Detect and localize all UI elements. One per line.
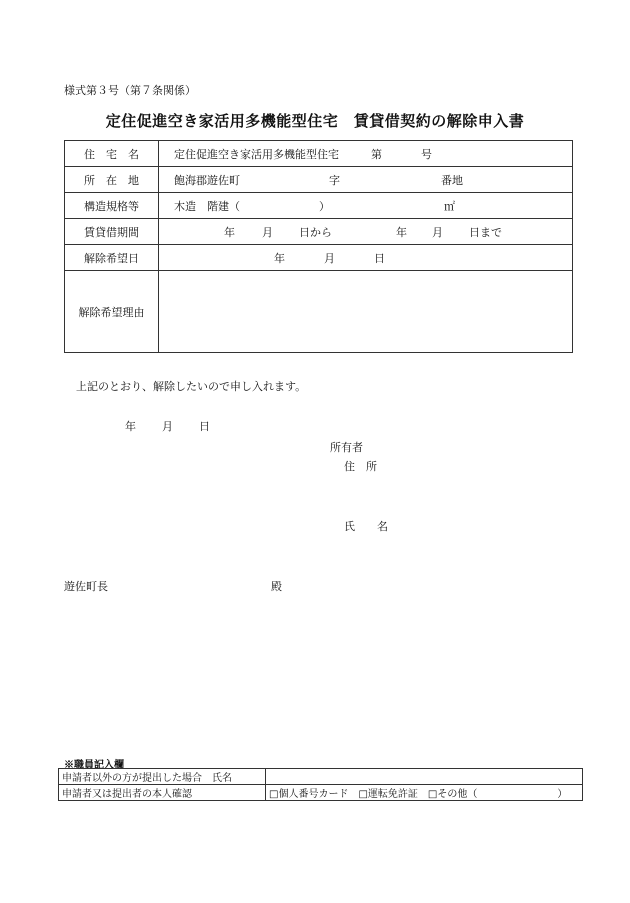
table-row [65,141,573,167]
table-row [65,219,573,245]
cancel-day: 日 [374,251,385,265]
submission-day: 日 [199,420,210,433]
lease-start-year: 年 [224,225,235,239]
cancel-month: 月 [324,251,335,265]
staff-proxy-label: 申請者以外の方が提出した場合 氏名 [59,769,266,785]
structure-label: 構造規格等 [65,193,159,219]
lease-period-label: 賃貸借期間 [65,219,159,245]
staff-proxy-name-field[interactable] [266,769,583,785]
staff-table [58,768,583,801]
staff-id-check-options[interactable]: □個人番号カード □運転免許証 □その他（ ） [266,785,583,801]
lease-period-field[interactable] [159,219,573,245]
address-label: 住 所 [344,460,377,473]
cancel-date-label: 解除希望日 [65,245,159,271]
cancel-year: 年 [274,251,285,265]
lease-end-day: 日まで [469,225,502,239]
table-row [65,167,573,193]
name-label: 氏 名 [344,520,388,533]
owner-label: 所有者 [330,441,363,454]
lease-end-month: 月 [432,225,443,239]
location-town: 飽海郡遊佐町 [174,173,240,187]
lease-start-month: 月 [262,225,273,239]
submission-month: 月 [162,420,173,433]
table-row [65,193,573,219]
application-table [64,140,573,353]
structure-field[interactable] [159,193,573,219]
table-row [59,769,583,785]
location-aza: 字 [329,173,340,187]
location-field[interactable] [159,167,573,193]
staff-id-check-label: 申請者又は提出者の本人確認 [59,785,266,801]
cancel-date-field[interactable] [159,245,573,271]
location-label: 所 在 地 [65,167,159,193]
honorific: 殿 [271,580,282,593]
housing-number-suffix: 号 [421,147,432,161]
table-row [59,785,583,801]
table-row [65,245,573,271]
housing-name-label: 住 宅 名 [65,141,159,167]
recipient: 遊佐町長 [64,580,108,593]
cancel-reason-field[interactable] [159,271,573,353]
cancel-reason-label: 解除希望理由 [65,271,159,353]
housing-name-field[interactable] [159,141,573,167]
staff-section-heading: ※職員記入欄 [64,760,124,771]
lease-start-day: 日から [299,225,332,239]
form-number: 様式第３号（第７条関係） [64,84,196,97]
structure-text: 木造 階建（ [174,199,240,213]
housing-number-prefix: 第 [371,147,382,161]
structure-close-paren: ） [319,199,330,213]
housing-name-text: 定住促進空き家活用多機能型住宅 [174,147,339,161]
submission-year: 年 [125,420,136,433]
declaration-text: 上記のとおり、解除したいので申し入れます。 [76,380,307,393]
lease-end-year: 年 [396,225,407,239]
area-unit: ㎡ [444,199,455,213]
table-row [65,271,573,353]
location-banchi: 番地 [441,173,463,187]
page-title: 定住促進空き家活用多機能型住宅 賃貸借契約の解除申入書 [105,112,525,130]
